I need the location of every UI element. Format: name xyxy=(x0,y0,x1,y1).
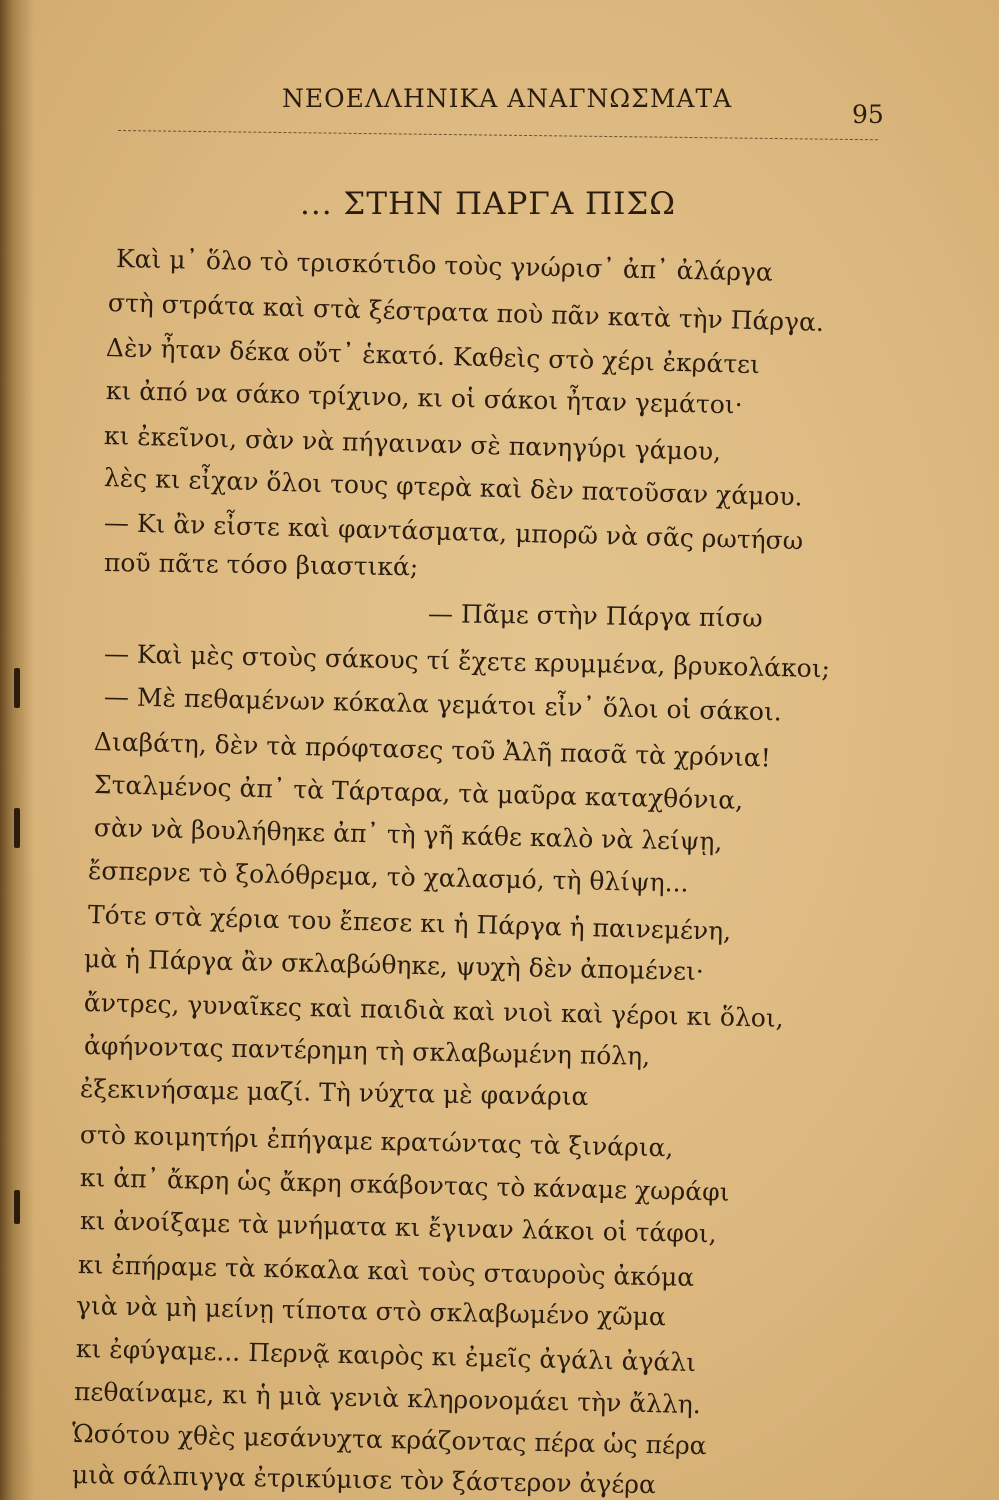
running-title: ΝΕΟΕΛΛΗΝΙΚΑ ΑΝΑΓΝΩΣΜΑΤΑ xyxy=(282,84,733,113)
poem-line: γιὰ νὰ μὴ μείνῃ τίποτα στὸ σκλαβωμένο χῶμα xyxy=(75,1291,667,1332)
poem-line: ἐξεκινήσαμε μαζί. Τὴ νύχτα μὲ φανάρια xyxy=(79,1074,589,1111)
poem-line: ἀφήνοντας παντέρημη τὴ σκλαβωμένη πόλη, xyxy=(83,1031,651,1071)
poem-line: — Καὶ μὲς στοὺς σάκους τί ἔχετε κρυμμένα, βρυκολάκοι; xyxy=(103,639,831,684)
poem-line: Καὶ μ᾿ ὅλο τὸ τρισκότιδο τοὺς γνώρισ᾿ ἀπ᾿ ἀλάργα xyxy=(115,244,774,287)
poem-line: σὰν νὰ βουλήθηκε ἀπ᾿ τὴ γῆ κάθε καλὸ νὰ λείψῃ, xyxy=(93,813,723,857)
poem-line: Διαβάτη, δὲν τὰ πρόφτασες τοῦ Ἀλῆ πασᾶ τὰ χρόνια! xyxy=(93,727,772,773)
poem-line: κι ἐπήραμε τὰ κόκαλα καὶ τοὺς σταυροὺς ἀκόμα xyxy=(77,1250,695,1292)
poem-line: κι ἐκεῖνοι, σὰν νὰ πήγαιναν σὲ πανηγύρι γάμου, xyxy=(103,421,722,467)
poem-line: — Πᾶμε στὴν Πάργα πίσω xyxy=(427,599,763,633)
poem-line: κι ἀπό να σάκο τρίχινο, κι οἱ σάκοι ἦταν γεμάτοι· xyxy=(105,376,743,420)
poem-line: στὴ στράτα καὶ στὰ ξέστρατα ποὺ πᾶν κατὰ τὴν Πάργα. xyxy=(107,288,825,337)
poem-line: στὸ κοιμητήρι ἐπήγαμε κρατώντας τὰ ξινάρια, xyxy=(79,1120,674,1163)
poem-line: ἔσπερνε τὸ ξολόθρεμα, τὸ χαλασμό, τὴ θλίψη... xyxy=(87,856,689,898)
poem-line: μιὰ σάλπιγγα ἐτρικύμισε τὸν ξάστερον ἀγέρα xyxy=(71,1460,657,1500)
page-number: 95 xyxy=(852,100,884,129)
poem-line: κι ἀνοίξαμε τὰ μνήματα κι ἔγιναν λάκοι οἱ τάφοι, xyxy=(79,1206,717,1249)
poem-line: Ὡσότου χθὲς μεσάνυχτα κράζοντας πέρα ὡς πέρα xyxy=(71,1419,707,1461)
poem-line: πεθαίναμε, κι ἡ μιὰ γενιὰ κληρονομάει τὴν ἄλλη. xyxy=(73,1377,702,1420)
poem-line: — Μὲ πεθαμένων κόκαλα γεμάτοι εἶν᾿ ὅλοι οἱ σάκοι. xyxy=(103,682,783,727)
poem-line: λὲς κι εἶχαν ὅλοι τους φτερὰ καὶ δὲν πατοῦσαν χάμου. xyxy=(103,463,804,512)
poem-line: μὰ ἡ Πάργα ἂν σκλαβώθηκε, ψυχὴ δὲν ἀπομένει· xyxy=(83,944,705,986)
poem-line: Δὲν ἦταν δέκα οὔτ᾿ ἑκατό. Καθεὶς στὸ χέρι ἐκράτει xyxy=(105,333,761,380)
poem-line: Τότε στὰ χέρια του ἔπεσε κι ἡ Πάργα ἡ παινεμένη, xyxy=(87,900,732,946)
poem-line: ἄντρες, γυναῖκες καὶ παιδιὰ καὶ νιοὶ καὶ γέροι κι ὅλοι, xyxy=(83,988,784,1033)
poem-line: ποῦ πᾶτε τόσο βιαστικά; xyxy=(103,548,419,582)
poem-line: Σταλμένος ἀπ᾿ τὰ Τάρταρα, τὰ μαῦρα καταχθόνια, xyxy=(93,770,744,815)
poem-title: ... ΣΤΗΝ ΠΑΡΓΑ ΠΙΣΩ xyxy=(300,186,676,222)
poem-line: — Κι ἂν εἶστε καὶ φαντάσματα, μπορῶ νὰ σᾶς ρωτήσω xyxy=(103,508,804,556)
poem-line: κι ἀπ᾿ ἄκρη ὡς ἄκρη σκάβοντας τὸ κάναμε χωράφι xyxy=(79,1163,730,1207)
poem-line: κι ἐφύγαμε... Περνᾷ καιρὸς κι ἐμεῖς ἀγάλι ἀγάλι xyxy=(75,1334,697,1378)
